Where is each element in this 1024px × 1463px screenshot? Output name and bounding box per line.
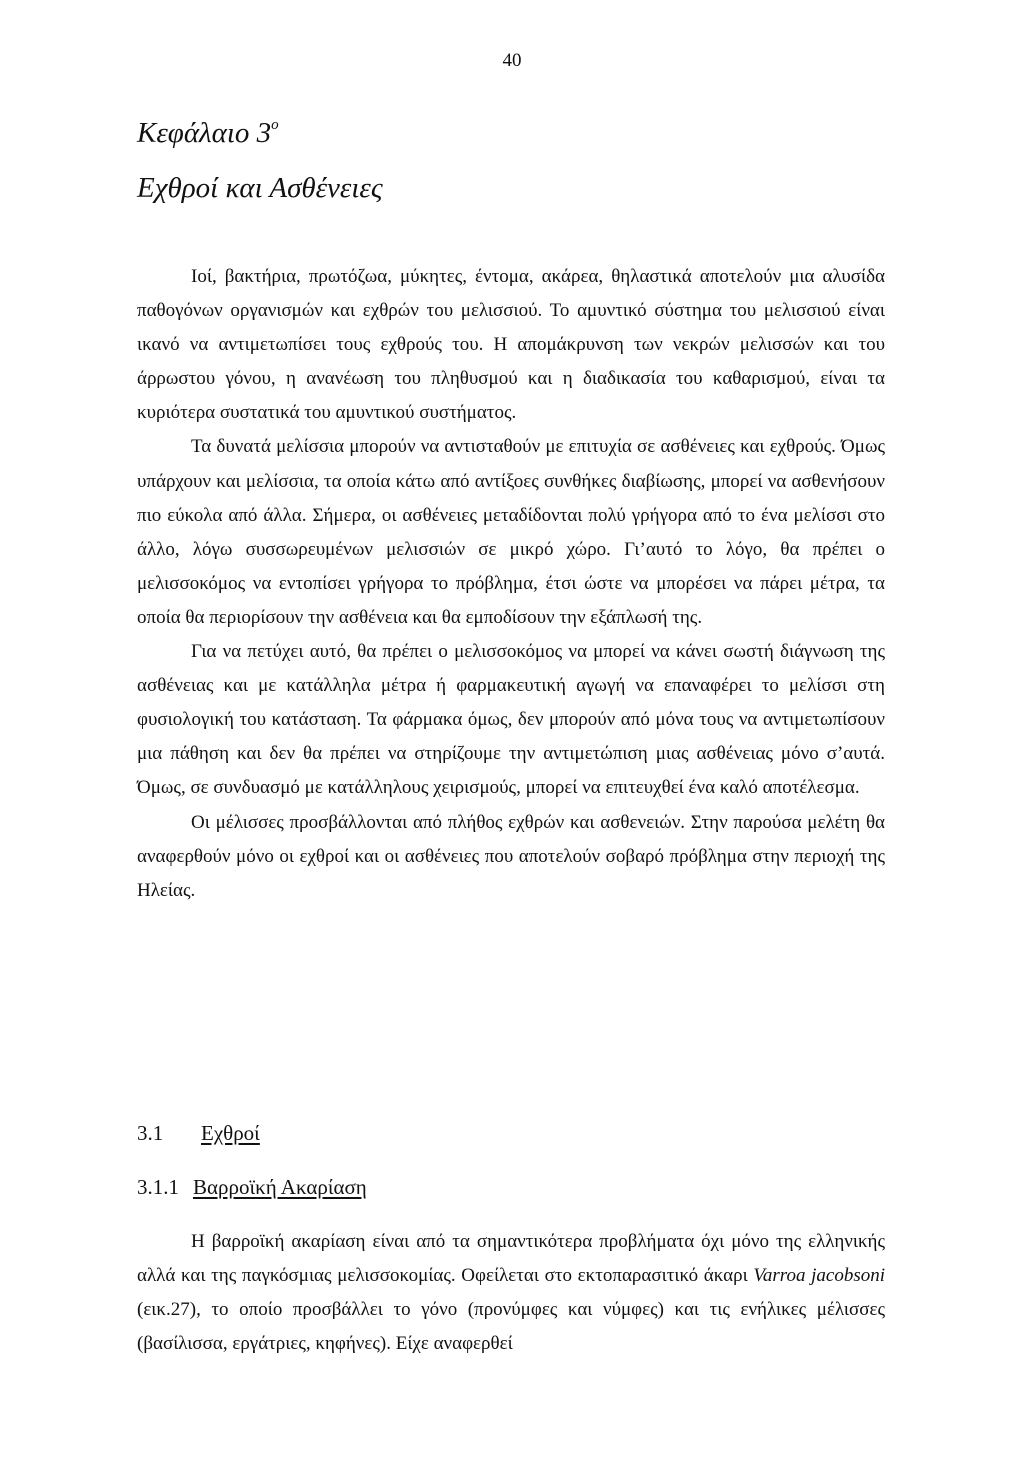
section-title: Εχθροί	[201, 1121, 260, 1145]
paragraph: Ιοί, βακτήρια, πρωτόζωα, μύκητες, έντομα, ακάρεα, θηλαστικά αποτελούν μια αλυσίδα παθογόνων οργανισμών και εχθρών του μελισσιού. Το αμυντικό σύστημα του μελισσιού είναι ικανό να αντιμετωπίσει τους εχθρούς του. Η απομάκρυνση των νεκρών μελισσών και του άρρωστου γόνου, η ανανέωση του πληθυσμού και η διαδικασία του καθαρισμού, είναι τα κυριότερα συστατικά του αμυντικού συστήματος.	[137, 266, 885, 424]
chapter-label-text: Κεφάλαιο 3	[137, 117, 272, 149]
page-number: 40	[502, 50, 522, 71]
chapter-label-ordinal: ο	[271, 117, 279, 133]
paragraph: Οι μέλισσες προσβάλλονται από πλήθος εχθρών και ασθενειών. Στην παρούσα μελέτη θα αναφερθούν μόνο οι εχθροί και οι ασθένειες που αποτελούν σοβαρό πρόβλημα στην περιοχή της Ηλείας.	[137, 811, 885, 901]
species-name: Varroa jacobsoni	[753, 1265, 885, 1287]
varroa-section-body	[137, 1225, 885, 1361]
subsection-title: Βαρροϊκή Ακαρίαση	[193, 1175, 367, 1199]
paragraph	[137, 1225, 885, 1361]
chapter-intro	[137, 260, 885, 908]
section-heading	[137, 1123, 260, 1144]
varroa-text-before: Η βαρροϊκή ακαρίαση είναι από τα σημαντικότερα προβλήματα όχι μόνο της ελληνικής αλλά και της παγκόσμιας μελισσοκομίας. Οφείλεται στο εκτοπαρασιτικό άκαρι	[137, 1231, 885, 1287]
varroa-text-after: (εικ.27), το οποίο προσβάλλει το γόνο (προνύμφες και νύμφες) και τις ενήλικες μέλισσες (βασίλισσα, εργάτριες, κηφήνες). Είχε αναφερθεί	[137, 1299, 885, 1355]
section-number: 3.1	[137, 1121, 164, 1145]
paragraph: Για να πετύχει αυτό, θα πρέπει ο μελισσοκόμος να μπορεί να κάνει σωστή διάγνωση της ασθένειας και με κατάλληλα μέτρα ή φαρμακευτική αγωγή να επαναφέρει το μελίσσι στη φυσιολογική του κατάσταση. Τα φάρμακα όμως, δεν μπορούν από μόνα τους να αντιμετωπίσουν μια πάθηση και δεν θα πρέπει να στηρίζουμε την αντιμετώπιση μιας ασθένειας μόνο σ’αυτά. Όμως, σε συνδυασμό με κατάλληλους χειρισμούς, μπορεί να επιτευχθεί ένα καλό αποτέλεσμα.	[137, 641, 885, 799]
chapter-title: Εχθροί και Ασθένειες	[137, 172, 383, 204]
chapter-label	[137, 118, 279, 148]
subsection-number: 3.1.1	[137, 1175, 179, 1199]
paragraph: Τα δυνατά μελίσσια μπορούν να αντισταθούν με επιτυχία σε ασθένειες και εχθρούς. Όμως υπάρχουν και μελίσσια, τα οποία κάτω από αντίξοες συνθήκες διαβίωσης, μπορεί να ασθενήσουν πιο εύκολα από άλλα. Σήμερα, οι ασθένειες μεταδίδονται πολύ γρήγορα από το ένα μελίσσι στο άλλο, λόγω συσσωρευμένων μελισσιών σε μικρό χώρο. Γι’αυτό το λόγο, θα πρέπει ο μελισσοκόμος να εντοπίσει γρήγορα το πρόβλημα, έτσι ώστε να μπορέσει να πάρει μέτρα, τα οποία θα περιορίσουν την ασθένεια και θα εμποδίσουν την εξάπλωσή της.	[137, 436, 885, 628]
subsection-heading	[137, 1177, 367, 1198]
